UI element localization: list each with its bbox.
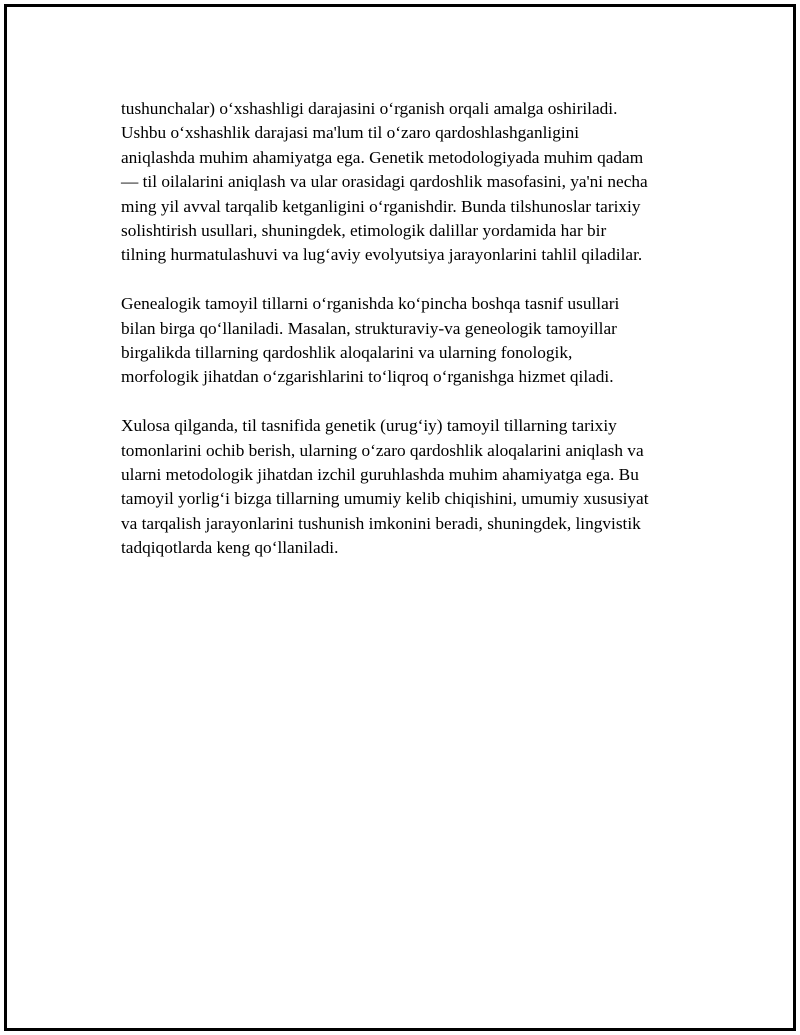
- paragraph-3: [121, 414, 691, 560]
- text-line: va tarqalish jarayonlarini tushunish imkonini beradi, shuningdek, lingvistik: [121, 513, 641, 533]
- text-line: birgalikda tillarning qardoshlik aloqalarini va ularning fonologik,: [121, 343, 573, 363]
- text-line: tadqiqotlarda keng qo‘llaniladi.: [121, 538, 339, 558]
- text-line: bilan birga qo‘llaniladi. Masalan, strukturaviy-va geneologik tamoyillar: [121, 318, 617, 338]
- text-line: tamoyil yorlig‘i bizga tillarning umumiy kelib chiqishini, umumiy xususiyat: [121, 489, 649, 509]
- document-body: [121, 97, 691, 585]
- text-line: ularni metodologik jihatdan izchil guruhlashda muhim ahamiyatga ega. Bu: [121, 465, 639, 485]
- page-border: [4, 4, 796, 1031]
- text-line: solishtirish usullari, shuningdek, etimologik dalillar yordamida har bir: [121, 221, 607, 241]
- text-line: tilning hurmatulashuvi va lug‘aviy evolyutsiya jarayonlarini tahlil qiladilar.: [121, 245, 643, 265]
- text-line: tushunchalar) o‘xshashligi darajasini o‘rganish orqali amalga oshiriladi.: [121, 99, 618, 118]
- text-line: Xulosa qilganda, til tasnifida genetik (urug‘iy) tamoyil tillarning tarixiy: [121, 416, 617, 436]
- paragraph-1: [121, 97, 691, 268]
- paragraph-2: [121, 292, 691, 390]
- text-line: ming yil avval tarqalib ketganligini o‘rganishdir. Bunda tilshunoslar tarixiy: [121, 196, 641, 216]
- text-line: tomonlarini ochib berish, ularning o‘zaro qardoshlik aloqalarini aniqlash va: [121, 440, 644, 460]
- text-line: Genealogik tamoyil tillarni o‘rganishda ko‘pincha boshqa tasnif usullari: [121, 294, 620, 314]
- text-line: aniqlashda muhim ahamiyatga ega. Genetik metodologiyada muhim qadam: [121, 147, 644, 167]
- text-line: — til oilalarini aniqlash va ular orasidagi qardoshlik masofasini, ya'ni necha: [121, 172, 648, 192]
- text-line: Ushbu o‘xshashlik darajasi ma'lum til o‘zaro qardoshlashganligini: [121, 123, 580, 143]
- text-line: morfologik jihatdan o‘zgarishlarini to‘liqroq o‘rganishga hizmet qiladi.: [121, 367, 614, 387]
